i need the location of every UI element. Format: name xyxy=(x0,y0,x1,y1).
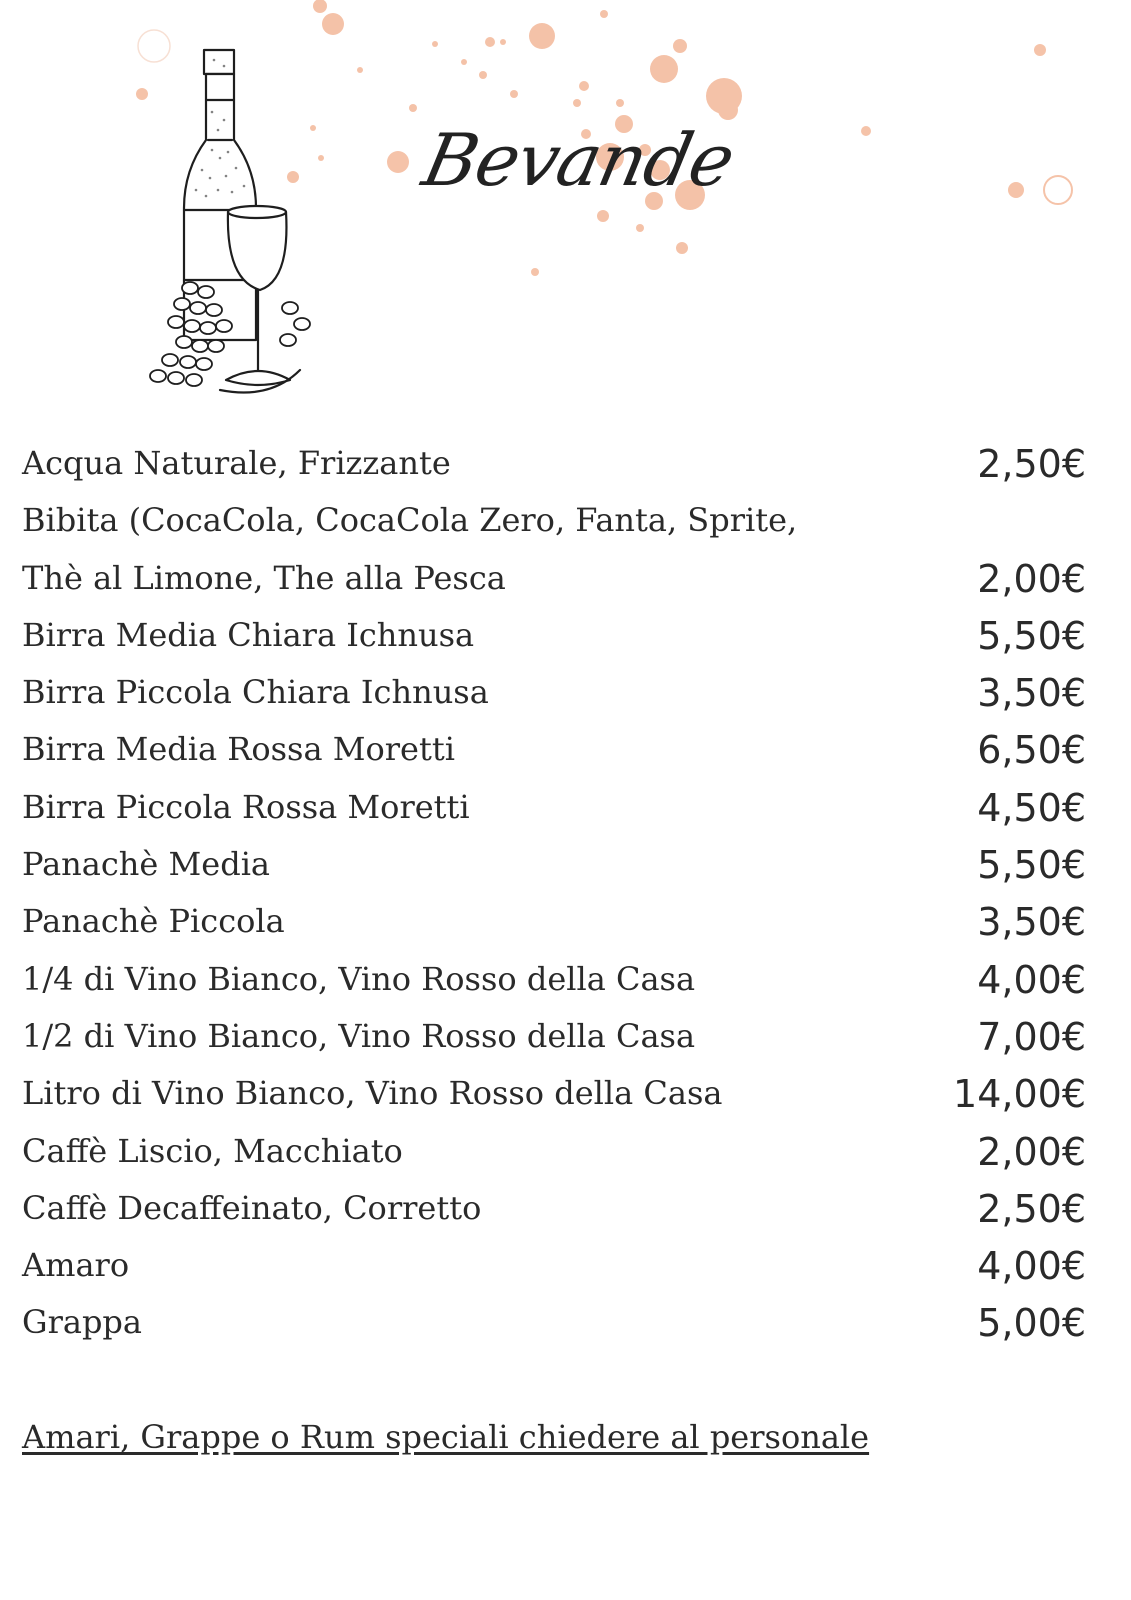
item-price: 6,50€ xyxy=(977,728,1086,773)
item-name: Birra Media Rossa Moretti xyxy=(22,730,455,769)
item-price: 5,50€ xyxy=(977,613,1086,658)
page-title: Bevande xyxy=(416,118,742,202)
item-price: 2,00€ xyxy=(977,556,1086,601)
item-price: 7,00€ xyxy=(977,1014,1086,1059)
list-item xyxy=(22,610,1086,667)
list-item xyxy=(22,1240,1086,1297)
item-price: 3,50€ xyxy=(977,671,1086,716)
item-price: 2,50€ xyxy=(977,1186,1086,1231)
list-item xyxy=(22,839,1086,896)
item-name: Panachè Media xyxy=(22,845,270,884)
item-name: Acqua Naturale, Frizzante xyxy=(22,444,451,482)
item-price: 2,50€ xyxy=(977,442,1086,486)
item-name: Bibita (CocaCola, CocaCola Zero, Fanta, Sprite, xyxy=(22,501,798,540)
list-item xyxy=(22,1068,1086,1125)
item-price: 14,00€ xyxy=(953,1072,1086,1117)
header xyxy=(0,0,1131,420)
wine-bottle-glass-grapes-icon xyxy=(140,40,330,410)
list-item xyxy=(22,1126,1086,1183)
list-item xyxy=(22,1011,1086,1068)
list-item xyxy=(22,495,1086,552)
list-item xyxy=(22,667,1086,724)
item-name: 1/2 di Vino Bianco, Vino Rosso della Casa xyxy=(22,1016,696,1055)
item-price: 2,00€ xyxy=(977,1129,1086,1174)
item-price: 4,00€ xyxy=(977,1244,1086,1289)
item-price: 4,50€ xyxy=(977,785,1086,830)
footer-note: Amari, Grappe o Rum speciali chiedere al personale xyxy=(22,1418,870,1456)
list-item xyxy=(22,438,1086,495)
list-item xyxy=(22,1297,1086,1354)
list-item xyxy=(22,782,1086,839)
item-name: Birra Piccola Rossa Moretti xyxy=(22,787,470,826)
drinks-list xyxy=(22,438,1086,1355)
list-item xyxy=(22,724,1086,781)
item-price: 3,50€ xyxy=(977,900,1086,945)
item-name: 1/4 di Vino Bianco, Vino Rosso della Casa xyxy=(22,959,696,998)
item-price: 4,00€ xyxy=(977,957,1086,1002)
item-price: 5,50€ xyxy=(977,843,1086,888)
list-item xyxy=(22,896,1086,953)
list-item xyxy=(22,553,1086,610)
item-name: Grappa xyxy=(22,1303,142,1342)
item-name: Birra Media Chiara Ichnusa xyxy=(22,615,475,654)
item-name: Caffè Decaffeinato, Corretto xyxy=(22,1188,482,1227)
item-name: Panachè Piccola xyxy=(22,902,285,941)
item-price: 5,00€ xyxy=(977,1301,1086,1346)
item-name: Amaro xyxy=(22,1246,130,1285)
list-item xyxy=(22,954,1086,1011)
list-item xyxy=(22,1183,1086,1240)
item-name: Caffè Liscio, Macchiato xyxy=(22,1131,403,1170)
item-name: Thè al Limone, The alla Pesca xyxy=(22,558,506,597)
item-name: Litro di Vino Bianco, Vino Rosso della Casa xyxy=(22,1074,723,1113)
item-name: Birra Piccola Chiara Ichnusa xyxy=(22,673,489,712)
